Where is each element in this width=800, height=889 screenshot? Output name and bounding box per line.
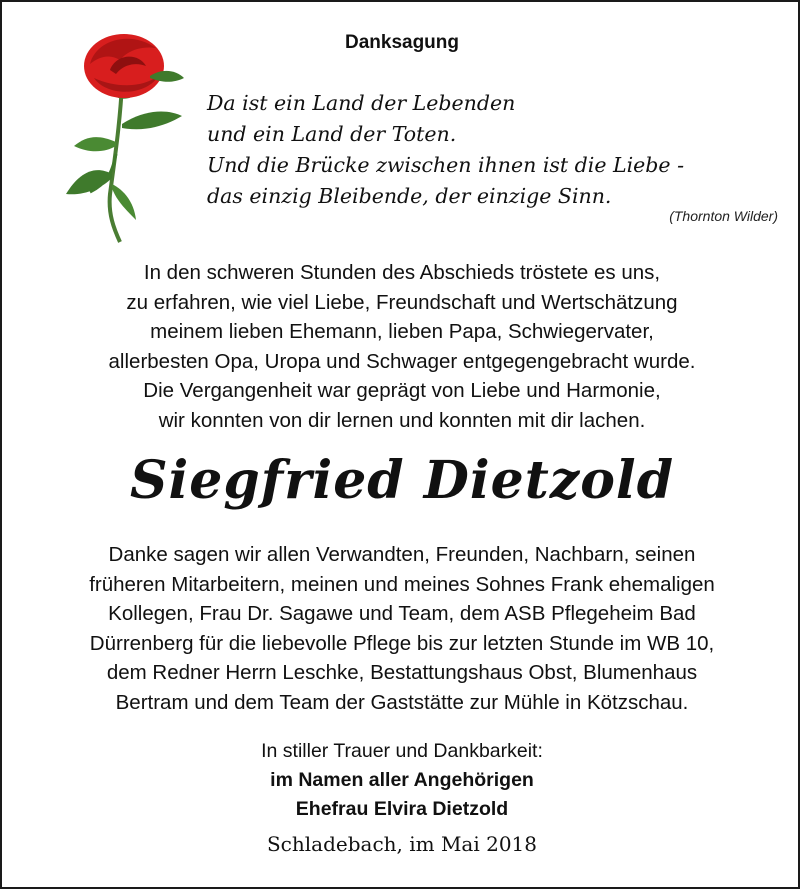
closing-block [22, 737, 782, 824]
rose-icon [50, 24, 200, 244]
rose-leaf [112, 184, 136, 220]
paragraph-thanks [22, 540, 782, 717]
poem-line: und ein Land der Toten. [207, 122, 457, 146]
paragraph-line: zu erfahren, wie viel Liebe, Freundschaft und Wertschätzung [126, 290, 678, 314]
paragraph-line: wir konnten von dir lernen und konnten mit dir lachen. [158, 408, 646, 432]
poem-attribution: (Thornton Wilder) [669, 208, 778, 224]
paragraph-line: Dürrenberg für die liebevolle Pflege bis zur letzten Stunde im WB 10, [89, 631, 715, 655]
paragraph-line: In den schweren Stunden des Abschieds tröstete es uns, [143, 261, 661, 284]
deceased-name: Siegfried Dietzold [129, 450, 675, 511]
poem [207, 88, 767, 212]
paragraph-condolence [22, 258, 782, 435]
place-date: Schladebach, im Mai 2018 [266, 832, 538, 856]
rose-stem [110, 84, 122, 242]
rose-leaf [122, 111, 182, 129]
heading: Danksagung [344, 32, 460, 53]
paragraph-line: Danke sagen wir allen Verwandten, Freunden, Nachbarn, seinen [108, 543, 696, 566]
paragraph-line: Kollegen, Frau Dr. Sagawe und Team, dem ASB Pflegeheim Bad [108, 602, 696, 625]
poem-line: Und die Brücke zwischen ihnen ist die Liebe - [207, 153, 684, 177]
paragraph-line: früheren Mitarbeitern, meinen und meines Sohnes Frank ehemaligen [89, 572, 715, 596]
closing-signatory: Ehefrau Elvira Dietzold [295, 798, 509, 820]
closing-line: In stiller Trauer und Dankbarkeit: [261, 740, 543, 762]
rose-leaf [74, 137, 116, 151]
poem-line: Da ist ein Land der Lebenden [207, 91, 516, 115]
paragraph-line: allerbesten Opa, Uropa und Schwager entgegengebracht wurde. [108, 349, 696, 373]
paragraph-line: Die Vergangenheit war geprägt von Liebe und Harmonie, [143, 379, 661, 402]
paragraph-line: Bertram und dem Team der Gaststätte zur Mühle in Kötzschau. [115, 690, 689, 714]
paragraph-line: dem Redner Herrn Leschke, Bestattungshaus Obst, Blumenhaus [106, 661, 698, 684]
poem-line: das einzig Bleibende, der einzige Sinn. [207, 184, 612, 208]
closing-family: im Namen aller Angehörigen [270, 769, 534, 791]
paragraph-line: meinem lieben Ehemann, lieben Papa, Schwiegervater, [150, 320, 654, 343]
